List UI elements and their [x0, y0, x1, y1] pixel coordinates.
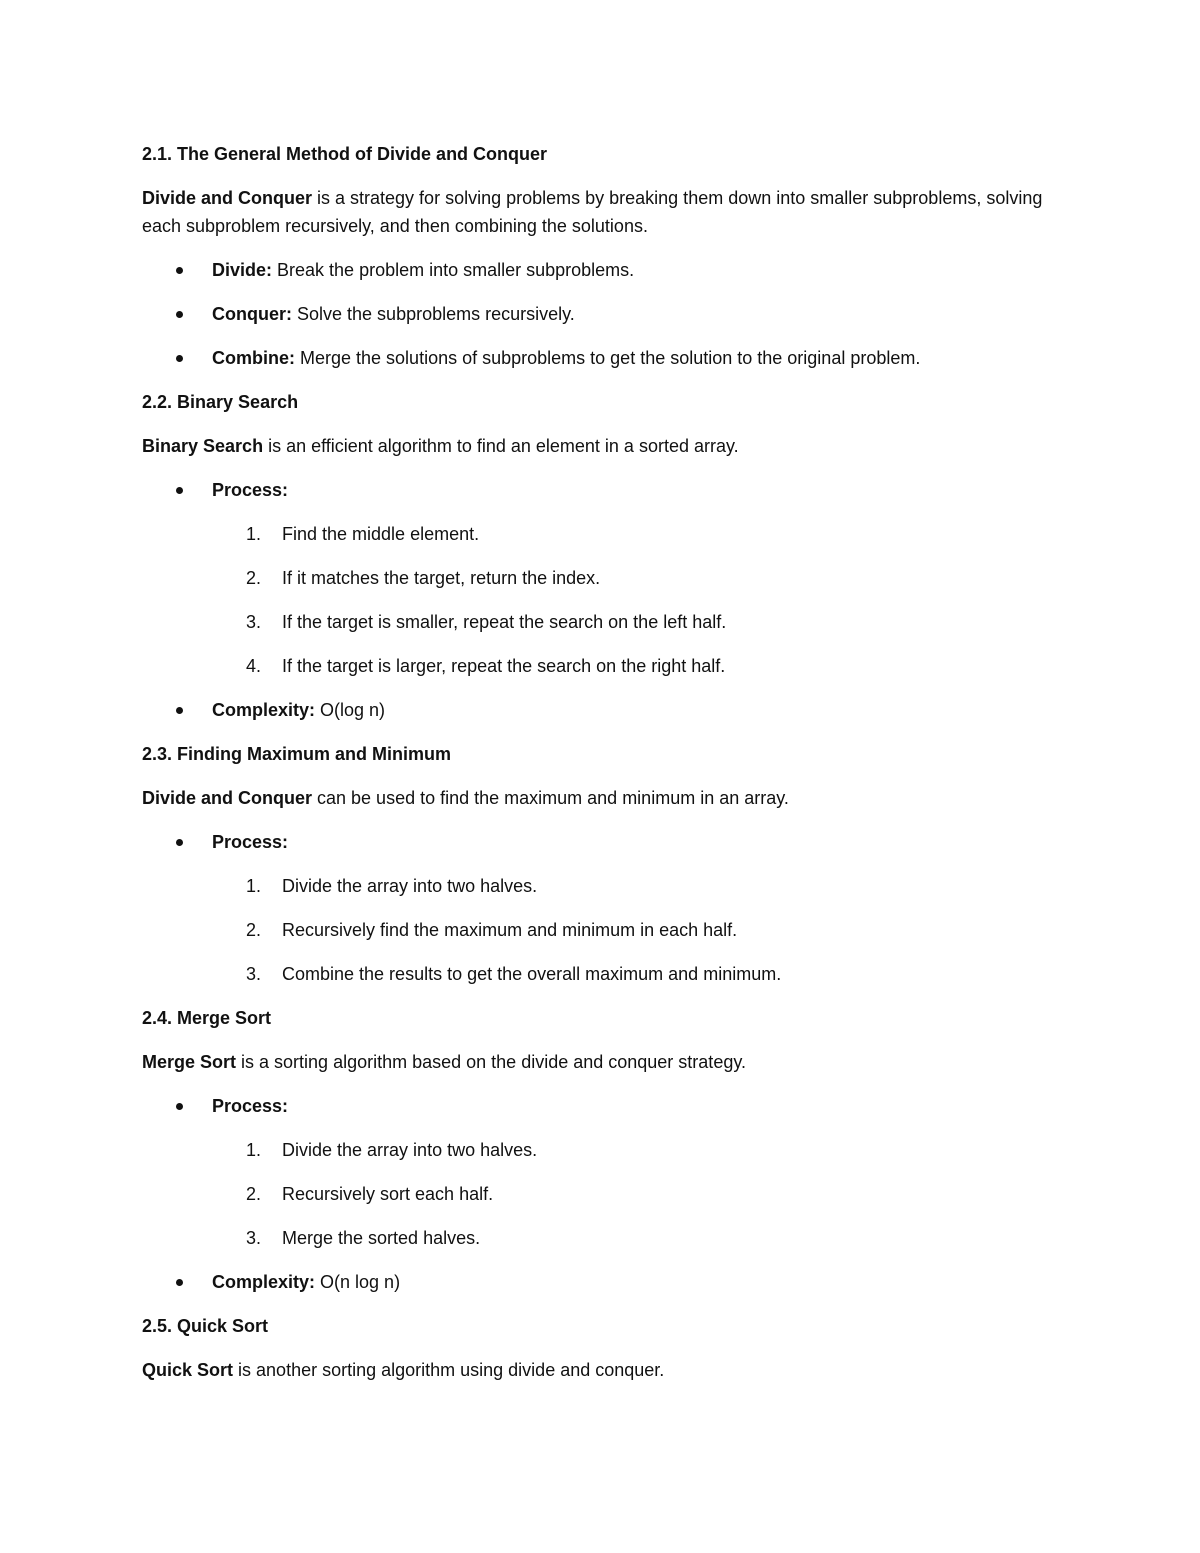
section-heading-2-3: 2.3. Finding Maximum and Minimum: [142, 744, 452, 764]
bullet-list-2-3: [142, 828, 1082, 856]
list-item: [142, 300, 1082, 328]
item-text: Solve the subproblems recursively.: [292, 304, 575, 324]
step-number: 2.: [246, 1184, 262, 1204]
document-page: [142, 140, 1082, 1400]
bullet-list-2-4: [142, 1092, 1082, 1120]
step-text: Find the middle element.: [282, 524, 480, 544]
intro-text: is an efficient algorithm to find an element in a sorted array.: [263, 436, 739, 456]
step-item: [142, 916, 1082, 944]
bullet-list-2-2: [142, 476, 1082, 504]
numbered-list-2-4: [142, 1136, 1082, 1252]
intro-text: is a sorting algorithm based on the divide and conquer strategy.: [236, 1052, 746, 1072]
section-intro-2-2: [142, 432, 1082, 460]
section-heading-2-1: 2.1. The General Method of Divide and Conquer: [142, 144, 548, 164]
bullet-list-2-1: [142, 256, 1082, 372]
intro-term: Binary Search: [142, 436, 264, 456]
item-text: O(log n): [315, 700, 386, 720]
section-intro-2-1: [142, 184, 1082, 240]
step-item: [142, 1136, 1082, 1164]
step-item: [142, 608, 1082, 636]
section-intro-2-5: [142, 1356, 1082, 1384]
step-item: [142, 960, 1082, 988]
item-text: Break the problem into smaller subproblems.: [272, 260, 635, 280]
intro-term: Quick Sort: [142, 1360, 234, 1380]
section-intro-2-3: [142, 784, 1082, 812]
step-text: Recursively find the maximum and minimum in each half.: [282, 920, 738, 940]
step-text: Divide the array into two halves.: [282, 1140, 538, 1160]
numbered-list-2-2: [142, 520, 1082, 680]
step-text: If it matches the target, return the index.: [282, 568, 601, 588]
section-heading-2-5: 2.5. Quick Sort: [142, 1316, 269, 1336]
list-item-complexity: [142, 1268, 1082, 1296]
step-number: 3.: [246, 964, 262, 984]
step-number: 1.: [246, 524, 262, 544]
step-text: Combine the results to get the overall maximum and minimum.: [282, 964, 782, 984]
step-number: 2.: [246, 568, 262, 588]
section-intro-2-4: [142, 1048, 1082, 1076]
list-item-process: [142, 476, 1082, 504]
intro-text: can be used to find the maximum and minimum in an array.: [312, 788, 789, 808]
bullet-icon: [176, 1103, 183, 1110]
list-item-process: [142, 828, 1082, 856]
step-number: 3.: [246, 612, 262, 632]
item-label: Complexity:: [212, 700, 316, 720]
intro-text: is another sorting algorithm using divide and conquer.: [233, 1360, 665, 1380]
item-label: Process:: [212, 832, 289, 852]
item-label: Divide:: [212, 260, 273, 280]
list-item: [142, 344, 1082, 372]
step-item: [142, 872, 1082, 900]
item-label: Process:: [212, 1096, 289, 1116]
section-heading-2-2: 2.2. Binary Search: [142, 392, 299, 412]
step-text: If the target is smaller, repeat the search on the left half.: [282, 612, 727, 632]
intro-term: Divide and Conquer: [142, 188, 313, 208]
step-item: [142, 520, 1082, 548]
step-item: [142, 564, 1082, 592]
bullet-list-2-2-complexity: [142, 696, 1082, 724]
bullet-icon: [176, 355, 183, 362]
step-text: Merge the sorted halves.: [282, 1228, 481, 1248]
step-item: [142, 1180, 1082, 1208]
list-item-complexity: [142, 696, 1082, 724]
item-label: Complexity:: [212, 1272, 316, 1292]
step-text: Divide the array into two halves.: [282, 876, 538, 896]
numbered-list-2-3: [142, 872, 1082, 988]
intro-term: Merge Sort: [142, 1052, 237, 1072]
bullet-icon: [176, 707, 183, 714]
item-label: Process:: [212, 480, 289, 500]
bullet-icon: [176, 267, 183, 274]
bullet-icon: [176, 311, 183, 318]
step-text: If the target is larger, repeat the search on the right half.: [282, 656, 726, 676]
intro-text: is a strategy for solving problems by breaking them down into smaller subproblems, solving each subproblem recursively, and then combining the solutions.: [142, 188, 1043, 236]
list-item-process: [142, 1092, 1082, 1120]
step-number: 1.: [246, 876, 262, 896]
bullet-list-2-4-complexity: [142, 1268, 1082, 1296]
step-item: [142, 652, 1082, 680]
list-item: [142, 256, 1082, 284]
item-text: O(n log n): [315, 1272, 401, 1292]
step-number: 4.: [246, 656, 262, 676]
step-number: 1.: [246, 1140, 262, 1160]
step-item: [142, 1224, 1082, 1252]
intro-term: Divide and Conquer: [142, 788, 313, 808]
bullet-icon: [176, 1279, 183, 1286]
step-number: 3.: [246, 1228, 262, 1248]
step-text: Recursively sort each half.: [282, 1184, 494, 1204]
bullet-icon: [176, 839, 183, 846]
bullet-icon: [176, 487, 183, 494]
item-label: Conquer:: [212, 304, 292, 324]
section-heading-2-4: 2.4. Merge Sort: [142, 1008, 272, 1028]
step-number: 2.: [246, 920, 262, 940]
item-text: Merge the solutions of subproblems to get the solution to the original problem.: [295, 348, 921, 368]
item-label: Combine:: [212, 348, 295, 368]
